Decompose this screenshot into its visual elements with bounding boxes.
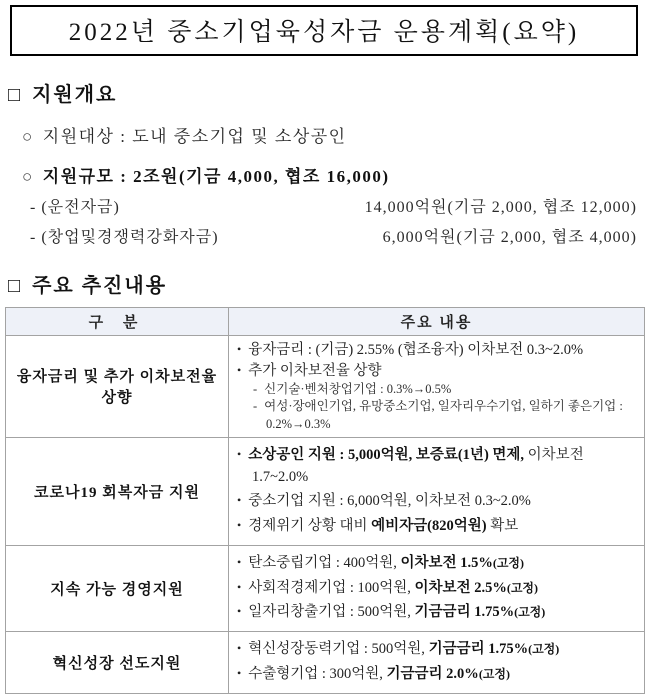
text-segment: 이차보전 1.7~2.0%: [252, 446, 584, 485]
text-segment: 확보: [486, 518, 519, 535]
section-heading-details: [8, 269, 650, 298]
bullet-icon: •: [237, 342, 242, 356]
dash-icon: -: [253, 399, 258, 414]
text-segment: 혁신성장동력기업 : 500억원,: [248, 641, 429, 658]
bullet-icon: •: [237, 604, 242, 619]
text-segment: (고정): [514, 605, 546, 620]
text-segment: 경제위기 상황 대비: [248, 518, 372, 535]
content-line: [237, 553, 638, 575]
dash-icon: -: [253, 382, 258, 397]
text-segment: 여성·장애인기업, 유망중소기업, 일자리우수기업, 일하기 좋은기업 : 0.2%→0.3%: [264, 399, 623, 431]
section-heading-details-label: 주요 추진내용: [32, 275, 168, 297]
text-segment: 이차보전 1.5%: [400, 554, 493, 571]
bullet-icon: •: [237, 579, 242, 594]
content-line: [237, 578, 638, 600]
text-segment: 일자리창출기업 : 500억원,: [248, 604, 415, 621]
category-cell: 융자금리 및 추가 이차보전율 상향: [6, 336, 229, 438]
table-row: [6, 632, 645, 694]
circle-bullet-icon: ○: [22, 167, 34, 186]
text-segment: 기금금리 1.75%: [414, 604, 515, 621]
table-row: [6, 545, 645, 631]
text-segment: (고정): [478, 666, 510, 681]
overview-breakdown: [0, 194, 650, 247]
category-cell: 혁신성장 선도지원: [6, 632, 229, 694]
text-segment: 신기술·벤처창업기업 : 0.3%→0.5%: [264, 382, 452, 397]
breakdown-value: 6,000억원(기금 2,000, 협조 4,000): [382, 229, 637, 246]
breakdown-row: [30, 194, 637, 217]
bullet-icon: •: [237, 665, 242, 680]
circle-bullet-icon: ○: [22, 127, 34, 146]
table-header-content: 주요 내용: [229, 308, 645, 336]
bullet-icon: •: [237, 554, 242, 569]
section-heading-overview: [8, 78, 650, 107]
breakdown-label: - (운전자금): [30, 199, 120, 216]
document-title-box: [10, 5, 638, 56]
overview-item: [22, 122, 650, 147]
details-table-head: [6, 308, 645, 336]
overview-items: [0, 122, 650, 187]
bullet-icon: •: [237, 493, 242, 508]
text-segment: 수출형기업 : 300억원,: [248, 665, 387, 682]
category-cell: 지속 가능 경영지원: [6, 545, 229, 631]
bullet-icon: •: [237, 518, 242, 533]
overview-item: [22, 162, 650, 187]
breakdown-label: - (창업및경쟁력강화자금): [30, 229, 219, 246]
square-bullet-icon: □: [8, 84, 23, 106]
content-cell: [229, 632, 645, 694]
text-segment: (고정): [528, 642, 560, 657]
text-segment: 예비자금(820억원): [371, 518, 487, 535]
bullet-icon: •: [237, 362, 242, 377]
text-segment: 기금금리 2.0%: [386, 665, 479, 682]
table-row: [6, 437, 645, 545]
content-line: [253, 381, 638, 398]
text-segment: 이차보전 2.5%: [414, 579, 507, 596]
breakdown-row: [30, 224, 637, 247]
content-line: [237, 445, 638, 489]
document-title: 2022년 중소기업육성자금 운용계획(요약): [68, 19, 580, 46]
overview-item-text: 지원대상 : 도내 중소기업 및 소상공인: [42, 127, 347, 146]
text-segment: 융자금리 : (기금) 2.55% (협조융자) 이차보전 0.3~2.0%: [248, 342, 584, 358]
overview-item-text: 지원규모 : 2조원(기금 4,000, 협조 16,000): [42, 167, 390, 186]
details-table: [5, 307, 645, 694]
details-table-body: [6, 336, 645, 694]
category-cell: 코로나19 회복자금 지원: [6, 437, 229, 545]
content-line: [237, 340, 638, 361]
text-segment: 소상공인 지원 : 5,000억원, 보증료(1년) 면제,: [248, 446, 525, 463]
table-header-row: [6, 308, 645, 336]
content-line: [237, 639, 638, 661]
text-segment: (고정): [492, 555, 525, 570]
bullet-icon: •: [237, 446, 242, 461]
content-line: [237, 602, 638, 624]
text-segment: 사회적경제기업 : 100억원,: [248, 579, 415, 596]
text-segment: 중소기업 지원 : 6,000억원, 이차보전 0.3~2.0%: [248, 493, 531, 510]
section-heading-overview-label: 지원개요: [32, 84, 118, 106]
content-cell: [229, 545, 645, 631]
content-line: [237, 361, 638, 382]
content-line: [237, 664, 638, 686]
square-bullet-icon: □: [8, 275, 23, 297]
content-cell: [229, 437, 645, 545]
content-line: [237, 516, 638, 538]
table-header-category: 구 분: [6, 308, 229, 336]
text-segment: 기금금리 1.75%: [428, 641, 529, 658]
content-line: [253, 398, 638, 433]
breakdown-value: 14,000억원(기금 2,000, 협조 12,000): [364, 199, 637, 216]
text-segment: 탄소중립기업 : 400억원,: [248, 554, 401, 571]
bullet-icon: •: [237, 641, 242, 656]
text-segment: (고정): [506, 580, 539, 595]
text-segment: 추가 이차보전율 상향: [248, 362, 382, 379]
table-row: [6, 336, 645, 438]
content-cell: [229, 336, 645, 438]
content-line: [237, 491, 638, 513]
